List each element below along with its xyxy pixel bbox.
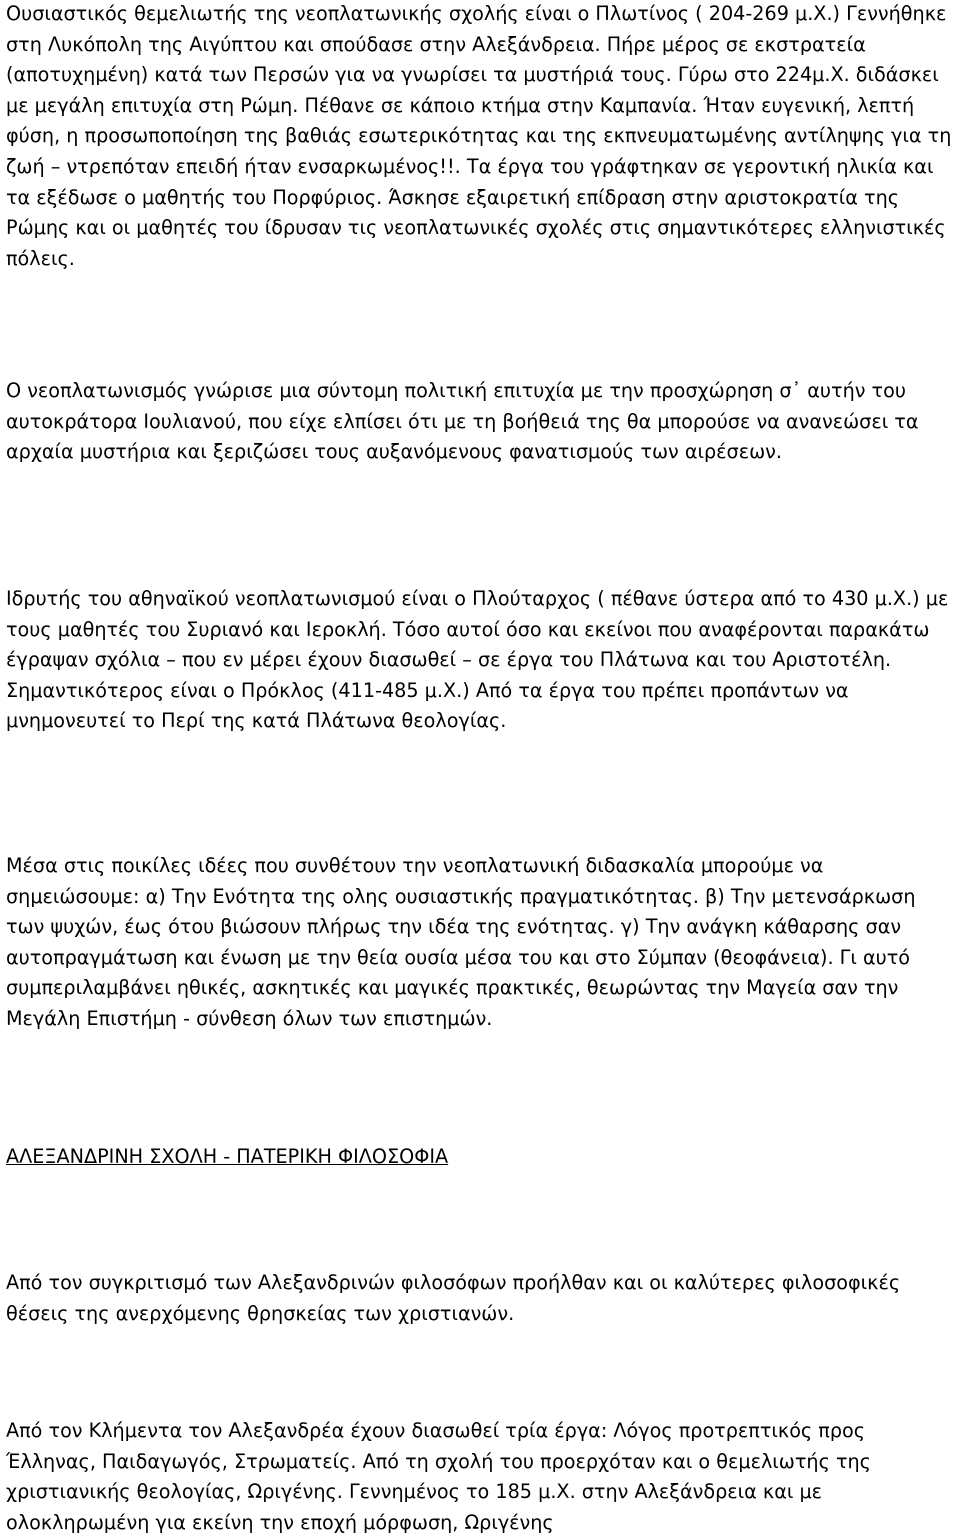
paragraph-syncretism: Από τον συγκριτισμό των Αλεξανδρινών φιλοσόφων προήλθαν και οι καλύτερες φιλοσοφικές θέσεις της ανερχόμενης θρησκείας των χριστιανών. <box>6 1271 901 1325</box>
paragraph-plotinus: Ουσιαστικός θεμελιωτής της νεοπλατωνικής σχολής είναι ο Πλωτίνος ( 204-269 μ.Χ.) Γεννήθηκε στη Λυκόπολη της Αιγύπτου και σπούδασε στην Αλεξάνδρεια. Πήρε μέρος σε εκστρατεία (αποτυχημένη) κατά των Περσών για να γνωρίσει τα μυστήριά τους. Γύρω στο 224μ.Χ. διδάσκει με μεγάλη επιτυχία στη Ρώμη. Πέθανε σε κάποιο κτήμα στην Καμπανία. Ήταν ευγενική, λεπτή φύση, η προσωποποίηση της βαθιάς εσωτερικότητας και της εκπνευματωμένης αντίληψης για τη ζωή – ντρεπόταν επειδή ήταν ενσαρκωμένος!!. Τα έργα του γράφτηκαν σε γεροντική ηλικία και τα εξέδωσε ο μαθητής του Πορφύριος. Άσκησε εξαιρετική επίδραση στην αριστοκρατία της Ρώμης και οι μαθητές του ίδρυσαν τις νεοπλατωνικές σχολές στις σημαντικότερες ελληνιστικές πόλεις. <box>6 2 952 270</box>
paragraph-neoplatonic-ideas: Μέσα στις ποικίλες ιδέες που συνθέτουν την νεοπλατωνική διδασκαλία μπορούμε να σημειώσουμε: α) Την Ενότητα της ολης ουσιαστικής πραγματικότητας. β) Την μετενσάρκωση των ψυχών, έως ότου βιώσουν πλήρως την ιδέα της ενότητας. γ) Την ανάγκη κάθαρσης σαν αυτοπραγμάτωση και ένωση με την θεία ουσία μέσα του και στο Σύμπαν (θεοφάνεια). Γι αυτό συμπεριλαμβάνει ηθικές, ασκητικές και μαγικές πρακτικές, θεωρώντας την Μαγεία σαν την Μεγάλη Επιστήμη - σύνθεση όλων των επιστημών. <box>6 854 916 1030</box>
paragraph-julian: Ο νεοπλατωνισμός γνώρισε μια σύντομη πολιτική επιτυχία με την προσχώρηση σ᾿ αυτήν του αυτοκράτορα Ιουλιανού, που είχε ελπίσει ότι με τη βοήθειά της θα μπορούσε να ανανεώσει τα αρχαία μυστήρια και ξεριζώσει τους αυξανόμενους φανατισμούς των αιρέσεων. <box>6 379 919 464</box>
section-heading-alexandrian-school: ΑΛΕΞΑΝΔΡΙΝΗ ΣΧΟΛΗ - ΠΑΤΕΡΙΚΗ ΦΙΛΟΣΟΦΙΑ <box>6 1145 449 1168</box>
paragraph-clement-origen: Από τον Κλήμεντα τον Αλεξανδρέα έχουν διασωθεί τρία έργα: Λόγος προτρεπτικός προς Έλληνας, Παιδαγωγός, Στρωματείς. Από τη σχολή του προερχόταν και ο θεμελιωτής της χριστιανικής θεολογίας, Ωριγένης. Γεννημένος το 185 μ.Χ. στην Αλεξάνδρεια και με ολοκληρωμένη για εκείνη την εποχή μόρφωση, Ωριγένης <box>6 1419 871 1534</box>
paragraph-athenian-neoplatonism: Ιδρυτής του αθηναϊκού νεοπλατωνισμού είναι ο Πλούταρχος ( πέθανε ύστερα από το 430 μ.Χ.) με τους μαθητές του Συριανό και Ιεροκλή. Τόσο αυτοί όσο και εκείνοι που αναφέρονται παρακάτω έγραψαν σχόλια – που εν μέρει έχουν διασωθεί – σε έργα του Πλάτωνα και του Αριστοτέλη. Σημαντικότερος είναι ο Πρόκλος (411-485 μ.Χ.) Από τα έργα του πρέπει προπάντων να μνημονευτεί το Περί της κατά Πλάτωνα θεολογίας. <box>6 587 949 733</box>
